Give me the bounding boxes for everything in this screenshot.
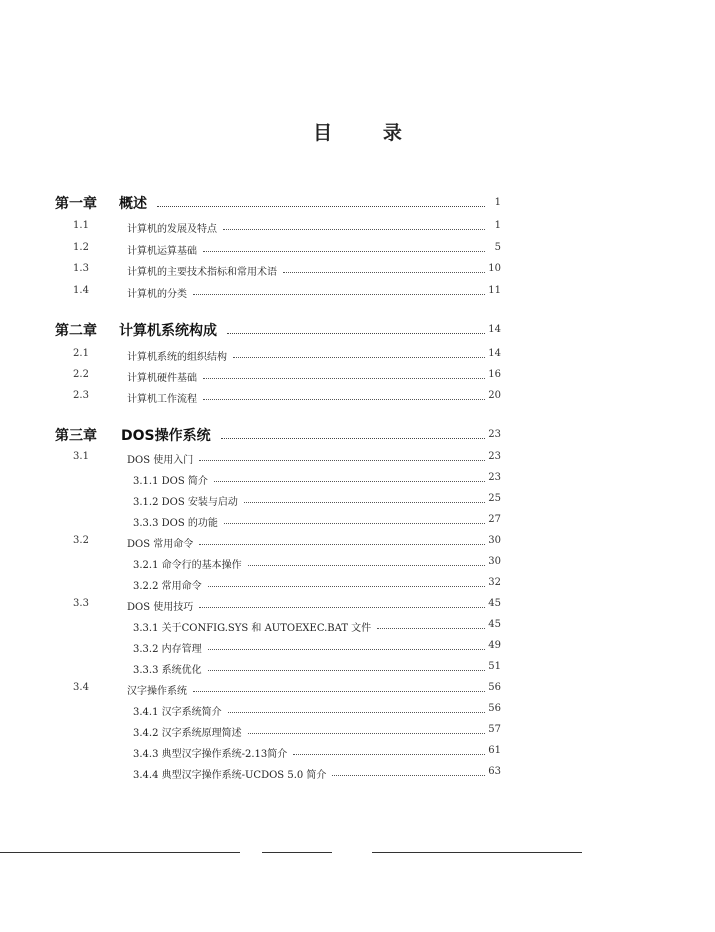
dot-leader bbox=[199, 459, 485, 461]
dot-leader bbox=[193, 690, 485, 692]
subsection-entry bbox=[0, 469, 715, 491]
entry-number: 2.1 bbox=[73, 348, 89, 359]
subsection-entry bbox=[0, 721, 715, 743]
page-number: 23 bbox=[488, 472, 501, 483]
toc-title bbox=[0, 118, 715, 145]
dot-leader bbox=[228, 711, 485, 713]
page-number: 51 bbox=[488, 661, 501, 672]
entry-number: 2.3 bbox=[73, 390, 89, 401]
section-entry bbox=[0, 595, 715, 617]
entry-label: 3.4.2 汉字系统原理简述 bbox=[133, 728, 242, 739]
entry-label: 概述 bbox=[119, 196, 147, 212]
dot-leader bbox=[193, 293, 485, 295]
dot-leader bbox=[233, 356, 485, 358]
section-entry bbox=[0, 448, 715, 470]
page-number: 45 bbox=[488, 619, 501, 630]
dot-leader bbox=[199, 543, 485, 545]
subsection-entry bbox=[0, 553, 715, 575]
entry-label: 3.3.3 系统优化 bbox=[133, 665, 202, 676]
page-number: 5 bbox=[494, 242, 501, 253]
entry-label: 3.2.1 命令行的基本操作 bbox=[133, 560, 242, 571]
entry-number: 第三章 bbox=[55, 428, 97, 444]
section-entry bbox=[0, 260, 715, 282]
page-number: 10 bbox=[488, 263, 501, 274]
section-entry bbox=[0, 345, 715, 367]
entry-label: DOS 常用命令 bbox=[127, 539, 194, 550]
dot-leader bbox=[248, 564, 485, 566]
page-number: 1 bbox=[494, 197, 501, 208]
subsection-entry bbox=[0, 616, 715, 638]
subsection-entry bbox=[0, 742, 715, 764]
subsection-entry bbox=[0, 574, 715, 596]
entry-label: 计算机硬件基础 bbox=[127, 373, 197, 384]
entry-label: 计算机的发展及特点 bbox=[127, 224, 217, 235]
dot-leader bbox=[244, 501, 485, 503]
subsection-entry bbox=[0, 490, 715, 512]
entry-number: 1.1 bbox=[73, 220, 89, 231]
page-number: 1 bbox=[494, 220, 501, 231]
chapter-entry bbox=[0, 320, 715, 342]
subsection-entry bbox=[0, 763, 715, 785]
entry-label: 3.4.4 典型汉字操作系统-UCDOS 5.0 简介 bbox=[133, 770, 327, 781]
page-number: 30 bbox=[488, 556, 501, 567]
entry-label: 汉字操作系统 bbox=[127, 686, 187, 697]
page-number: 11 bbox=[488, 285, 501, 296]
entry-label: DOS 使用技巧 bbox=[127, 602, 194, 613]
section-entry bbox=[0, 532, 715, 554]
entry-number: 3.1 bbox=[73, 451, 89, 462]
entry-label: 计算机的分类 bbox=[127, 289, 187, 300]
page-number: 27 bbox=[488, 514, 501, 525]
entry-label: 计算机的主要技术指标和常用术语 bbox=[127, 267, 277, 278]
page-number: 57 bbox=[488, 724, 501, 735]
dot-leader bbox=[377, 627, 485, 629]
dot-leader bbox=[248, 732, 485, 734]
dot-leader bbox=[203, 377, 485, 379]
entry-number: 3.3 bbox=[73, 598, 89, 609]
page-number: 61 bbox=[488, 745, 501, 756]
section-entry bbox=[0, 366, 715, 388]
page-number: 20 bbox=[488, 390, 501, 401]
section-entry bbox=[0, 387, 715, 409]
dot-leader bbox=[199, 606, 485, 608]
entry-label: DOS 使用入门 bbox=[127, 455, 194, 466]
entry-label: 计算机运算基础 bbox=[127, 246, 197, 257]
page-number: 32 bbox=[488, 577, 501, 588]
footer-rule-mid bbox=[262, 852, 332, 853]
section-entry bbox=[0, 239, 715, 261]
entry-number: 3.2 bbox=[73, 535, 89, 546]
entry-label: 3.3.3 DOS 的功能 bbox=[133, 518, 218, 529]
entry-number: 1.2 bbox=[73, 242, 89, 253]
dot-leader bbox=[293, 753, 485, 755]
entry-label: 3.3.2 内存管理 bbox=[133, 644, 202, 655]
entry-number: 第一章 bbox=[55, 196, 97, 212]
dot-leader bbox=[208, 585, 485, 587]
footer-rule-right bbox=[372, 852, 582, 853]
entry-label: 3.1.1 DOS 简介 bbox=[133, 476, 208, 487]
footer-rule-left bbox=[0, 852, 240, 853]
entry-label: 3.3.1 关于CONFIG.SYS 和 AUTOEXEC.BAT 文件 bbox=[133, 623, 372, 634]
entry-label: 3.4.3 典型汉字操作系统-2.13简介 bbox=[133, 749, 288, 760]
subsection-entry bbox=[0, 637, 715, 659]
subsection-entry bbox=[0, 658, 715, 680]
dot-leader bbox=[214, 480, 485, 482]
entry-number: 2.2 bbox=[73, 369, 89, 380]
page-number: 45 bbox=[488, 598, 501, 609]
dot-leader bbox=[203, 398, 485, 400]
page-number: 14 bbox=[488, 348, 501, 359]
page-number: 63 bbox=[488, 766, 501, 777]
entry-number: 1.4 bbox=[73, 285, 89, 296]
dot-leader bbox=[157, 205, 485, 207]
dot-leader bbox=[283, 271, 485, 273]
entry-label: 3.1.2 DOS 安装与启动 bbox=[133, 497, 238, 508]
section-entry bbox=[0, 679, 715, 701]
dot-leader bbox=[223, 228, 485, 230]
page-number: 30 bbox=[488, 535, 501, 546]
entry-label: 计算机系统的组织结构 bbox=[127, 352, 227, 363]
page-number: 25 bbox=[488, 493, 501, 504]
page-number: 23 bbox=[488, 451, 501, 462]
page-number: 56 bbox=[488, 682, 501, 693]
dot-leader bbox=[208, 648, 485, 650]
chapter-entry bbox=[0, 425, 715, 447]
page-number: 16 bbox=[488, 369, 501, 380]
entry-label: 计算机工作流程 bbox=[127, 394, 197, 405]
dot-leader bbox=[203, 250, 485, 252]
section-entry bbox=[0, 282, 715, 304]
page-number: 49 bbox=[488, 640, 501, 651]
entry-label: 3.4.1 汉字系统简介 bbox=[133, 707, 222, 718]
entry-number: 第二章 bbox=[55, 323, 97, 339]
subsection-entry bbox=[0, 511, 715, 533]
page-number: 23 bbox=[488, 429, 501, 440]
entry-label: 3.2.2 常用命令 bbox=[133, 581, 202, 592]
subsection-entry bbox=[0, 700, 715, 722]
dot-leader bbox=[221, 437, 485, 439]
page-number: 14 bbox=[488, 324, 501, 335]
entry-number: 1.3 bbox=[73, 263, 89, 274]
page-number: 56 bbox=[488, 703, 501, 714]
dot-leader bbox=[227, 332, 485, 334]
section-entry bbox=[0, 217, 715, 239]
title-char-2: 录 bbox=[382, 122, 402, 144]
entry-label: DOS操作系统 bbox=[121, 428, 211, 444]
chapter-entry bbox=[0, 193, 715, 215]
entry-number: 3.4 bbox=[73, 682, 89, 693]
dot-leader bbox=[332, 774, 485, 776]
dot-leader bbox=[224, 522, 485, 524]
dot-leader bbox=[208, 669, 485, 671]
title-char-1: 目 bbox=[313, 122, 333, 144]
entry-label: 计算机系统构成 bbox=[119, 323, 217, 339]
